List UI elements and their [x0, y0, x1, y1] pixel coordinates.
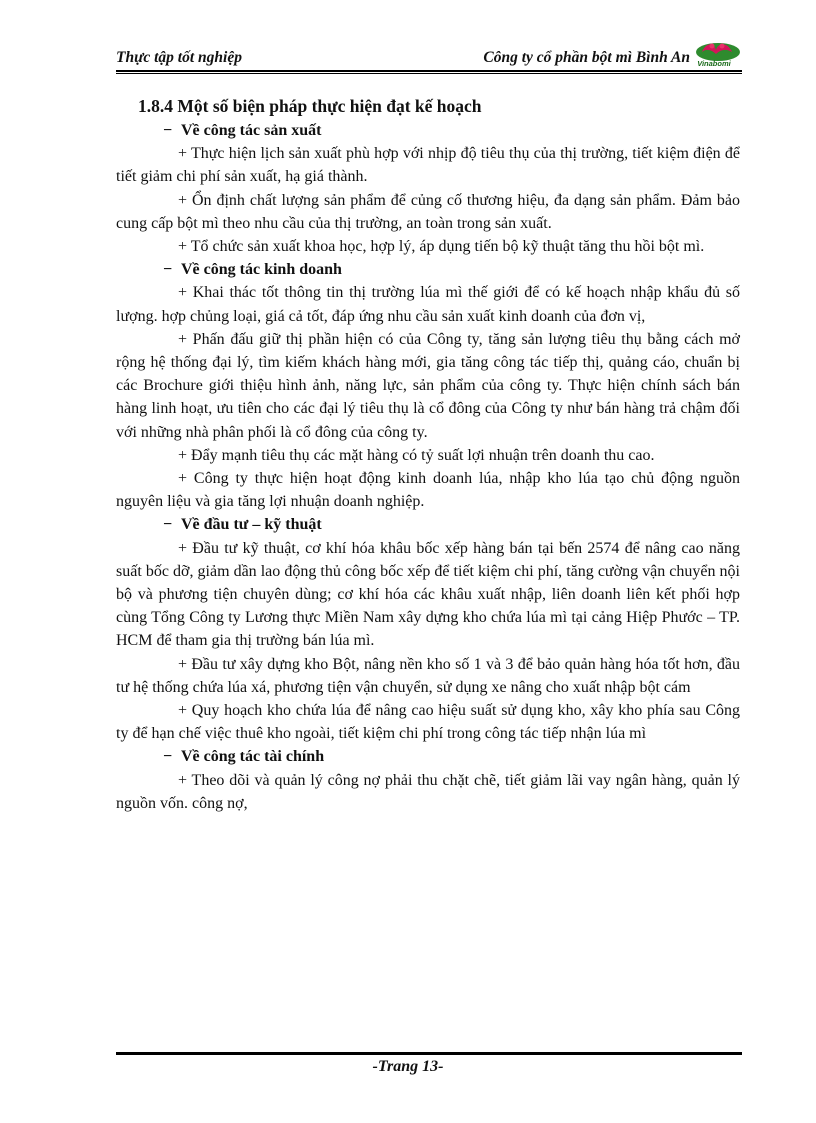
subsection-title-investment: − Về đầu tư – kỹ thuật [163, 513, 740, 536]
vinabomi-logo-icon [688, 40, 742, 68]
paragraph: + Phấn đấu giữ thị phần hiện có của Công ty, tăng sản lượng tiêu thụ bằng cách mở rộng hệ thống đại lý, tìm kiếm khách hàng mới, gia tăng công tác tiếp thị, quảng cáo, chuẩn bị các Brochure giới thiệu hình ảnh, năng lực, sản phẩm của công ty. Thực hiện chính sách bán hàng linh hoạt, ưu tiên cho các đại lý tiêu thụ là cổ đông của Công ty như bán hàng trả chậm đối với những nhà phân phối là cổ đông của công ty. [116, 330, 740, 441]
paragraph: + Đẩy mạnh tiêu thụ các mặt hàng có tỷ suất lợi nhuận trên doanh thu cao. [178, 446, 655, 464]
header-left-title: Thực tập tốt nghiệp [116, 49, 242, 66]
subsection-title-finance: − Về công tác tài chính [163, 745, 740, 768]
paragraph: + Theo dõi và quản lý công nợ phải thu chặt chẽ, tiết giảm lãi vay ngân hàng, quản lý nguồn vốn. công nợ, [116, 771, 740, 812]
footer-rule [116, 1052, 742, 1055]
section-heading: 1.8.4 Một số biện pháp thực hiện đạt kế hoạch [138, 96, 482, 116]
dash-bullet: − [163, 748, 173, 766]
header-company-name: Công ty cổ phần bột mì Bình An [483, 49, 690, 66]
header-rule-thin [116, 73, 742, 74]
page-header [116, 40, 742, 70]
paragraph: + Quy hoạch kho chứa lúa để nâng cao hiệu suất sử dụng kho, xây kho phía sau Công ty để hạn chế việc thuê kho ngoài, tiết kiệm chi phí trong công tác tiếp nhận lúa mì [116, 702, 740, 743]
dash-bullet: − [163, 122, 173, 139]
paragraph: + Đầu tư xây dựng kho Bột, nâng nền kho số 1 và 3 để bảo quản hàng hóa tốt hơn, đầu tư hệ thống chứa lúa xá, phương tiện vận chuyển, sử dụng xe nâng cho xuất nhập bột cám [116, 655, 740, 696]
header-rule [116, 70, 742, 72]
dash-bullet: − [163, 516, 173, 534]
paragraph: + Thực hiện lịch sản xuất phù hợp với nhịp độ tiêu thụ của thị trường, tiết kiệm điện để tiết giảm chi phí sản xuất, hạ giá thành. [116, 145, 740, 186]
page-number: -Trang 13- [372, 1058, 444, 1075]
paragraph: + Công ty thực hiện hoạt động kinh doanh lúa, nhập kho lúa tạo chủ động nguồn nguyên liệu và gia tăng lợi nhuận doanh nghiệp. [116, 470, 740, 511]
dash-bullet: − [163, 261, 173, 279]
paragraph: + Khai thác tốt thông tin thị trường lúa mì thế giới để có kế hoạch nhập khẩu đủ số lượng. hợp chủng loại, giá cả tốt, đáp ứng nhu cầu sản xuất kinh doanh của đơn vị, [116, 284, 740, 325]
paragraph: + Tổ chức sản xuất khoa học, hợp lý, áp dụng tiến bộ kỹ thuật tăng thu hồi bột mì. [178, 238, 705, 256]
subsection-title-business: − Về công tác kinh doanh [163, 258, 740, 281]
page-body [116, 94, 740, 815]
subsection-title-production: − Về công tác sản xuất [163, 119, 740, 142]
paragraph: + Đầu tư kỹ thuật, cơ khí hóa khâu bốc xếp hàng bán tại bến 2574 để nâng cao năng suất bốc dỡ, giảm dần lao động thủ công bốc xếp để tiết kiệm chi phí, tăng cường vận chuyển nội bộ và phương tiện chuyên dùng; cơ khí hóa các khâu xuất nhập, liên doanh liên kết phối hợp cùng Tổng Công ty Lương thực Miền Nam xây dựng kho chứa lúa mì tại cảng Hiệp Phước – TP. HCM để tham gia thị trường bán lúa mì. [116, 539, 740, 650]
paragraph: + Ổn định chất lượng sản phẩm để củng cố thương hiệu, đa dạng sản phẩm. Đảm bảo cung cấp bột mì theo nhu cầu của thị trường, an toàn trong sản xuất. [116, 191, 740, 232]
logo-text: Vinabomi [697, 59, 731, 68]
